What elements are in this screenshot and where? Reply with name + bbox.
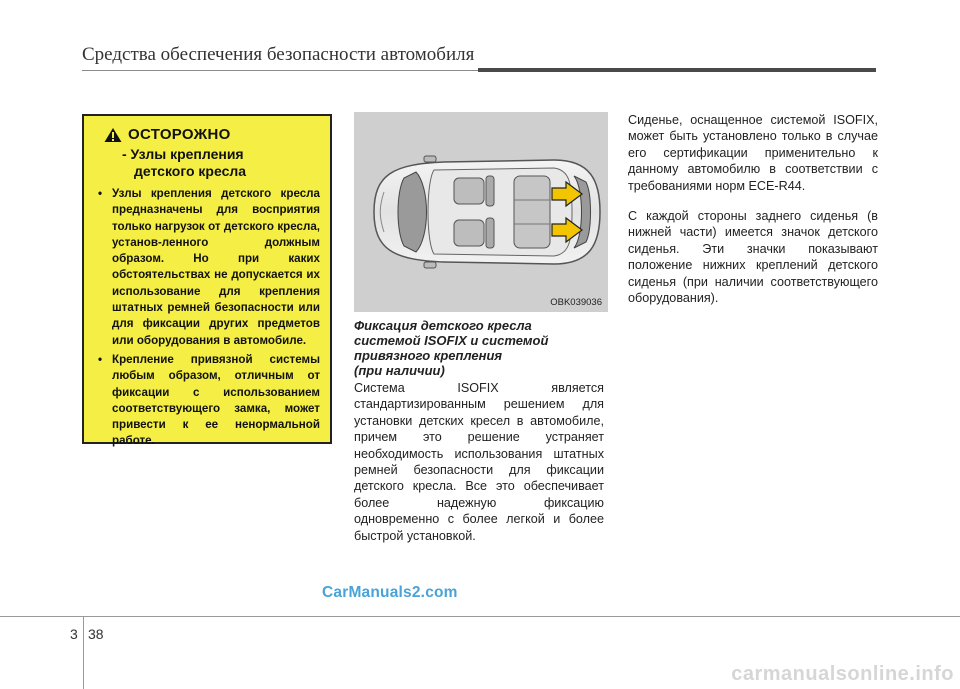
warning-title: ОСТОРОЖНО [128,126,231,143]
warning-list [96,186,320,450]
caption-line: системой ISOFIX и системой [354,333,549,348]
warning-subtitle [122,146,320,180]
caption-line: Фиксация детского кресла [354,318,532,333]
header-rule-thin [82,70,478,71]
page-number: 38 [88,626,104,642]
chapter-number: 3 [70,626,78,642]
carmanuals-watermark: CarManuals2.com [322,584,458,601]
page-header-title: Средства обеспечения безопасности автомобиля [82,44,475,65]
warning-item [96,352,320,450]
caption-line: привязного крепления [354,348,503,363]
isofix-certification-paragraph: Сиденье, оснащенное системой ISOFIX, может быть установлено только в случае его сертификации применительно к данному автомобилю в соответствии с требованиями норм ECE-R44. [628,113,878,193]
footer-rule [0,616,960,617]
warning-triangle-icon [104,127,122,143]
caption-line: (при наличии) [354,363,445,378]
warning-subtitle-line-2: детского кресла [134,163,247,179]
child-seat-symbol-paragraph: С каждой стороны заднего сиденья (в нижней части) имеется значок детского сиденья. Эти значки показывают положение нижних креплений детского сиденья (при наличии соответствующего оборудования). [628,209,878,306]
bullet: • [98,187,103,200]
right-column [628,112,878,320]
site-watermark: carmanualsonline.info [731,663,954,685]
bullet: • [98,352,103,366]
page-number-divider [83,617,84,689]
car-top-view-illustration [354,112,608,312]
warning-item [96,186,320,349]
figure-code: OBK039036 [550,297,602,308]
figure-caption [354,318,608,378]
warning-subtitle-line-1: - Узлы крепления [122,146,244,162]
warning-box [82,114,332,448]
warning-heading [104,126,320,143]
warning-item-text: Узлы крепления детского кресла предназначены для восприятия только нагрузок от детского кресла, установ-ленного должным образом. Но при каких обстоятельствах не допускается их использование для крепления штатных ремней безопасности или для фиксации других предметов или оборудования в автомобиле. [112,187,320,347]
warning-item-text: Крепление привязной системы любым образом, отличным от фиксации с использованием соответствующего замка, может привести к ее ненормальной работе. [112,352,320,448]
isofix-car-figure [354,112,608,312]
header-rule-thick [478,68,876,72]
isofix-description: Система ISOFIX является стандартизированным решением для установки детских кресел в автомобиле, причем это решение устраняет необходимость использования штатных ремней безопасности для фиксации детского кресла. Все это обеспечивает более надежную фиксацию одновременно с более легкой и более быстрой установкой. [354,381,604,543]
